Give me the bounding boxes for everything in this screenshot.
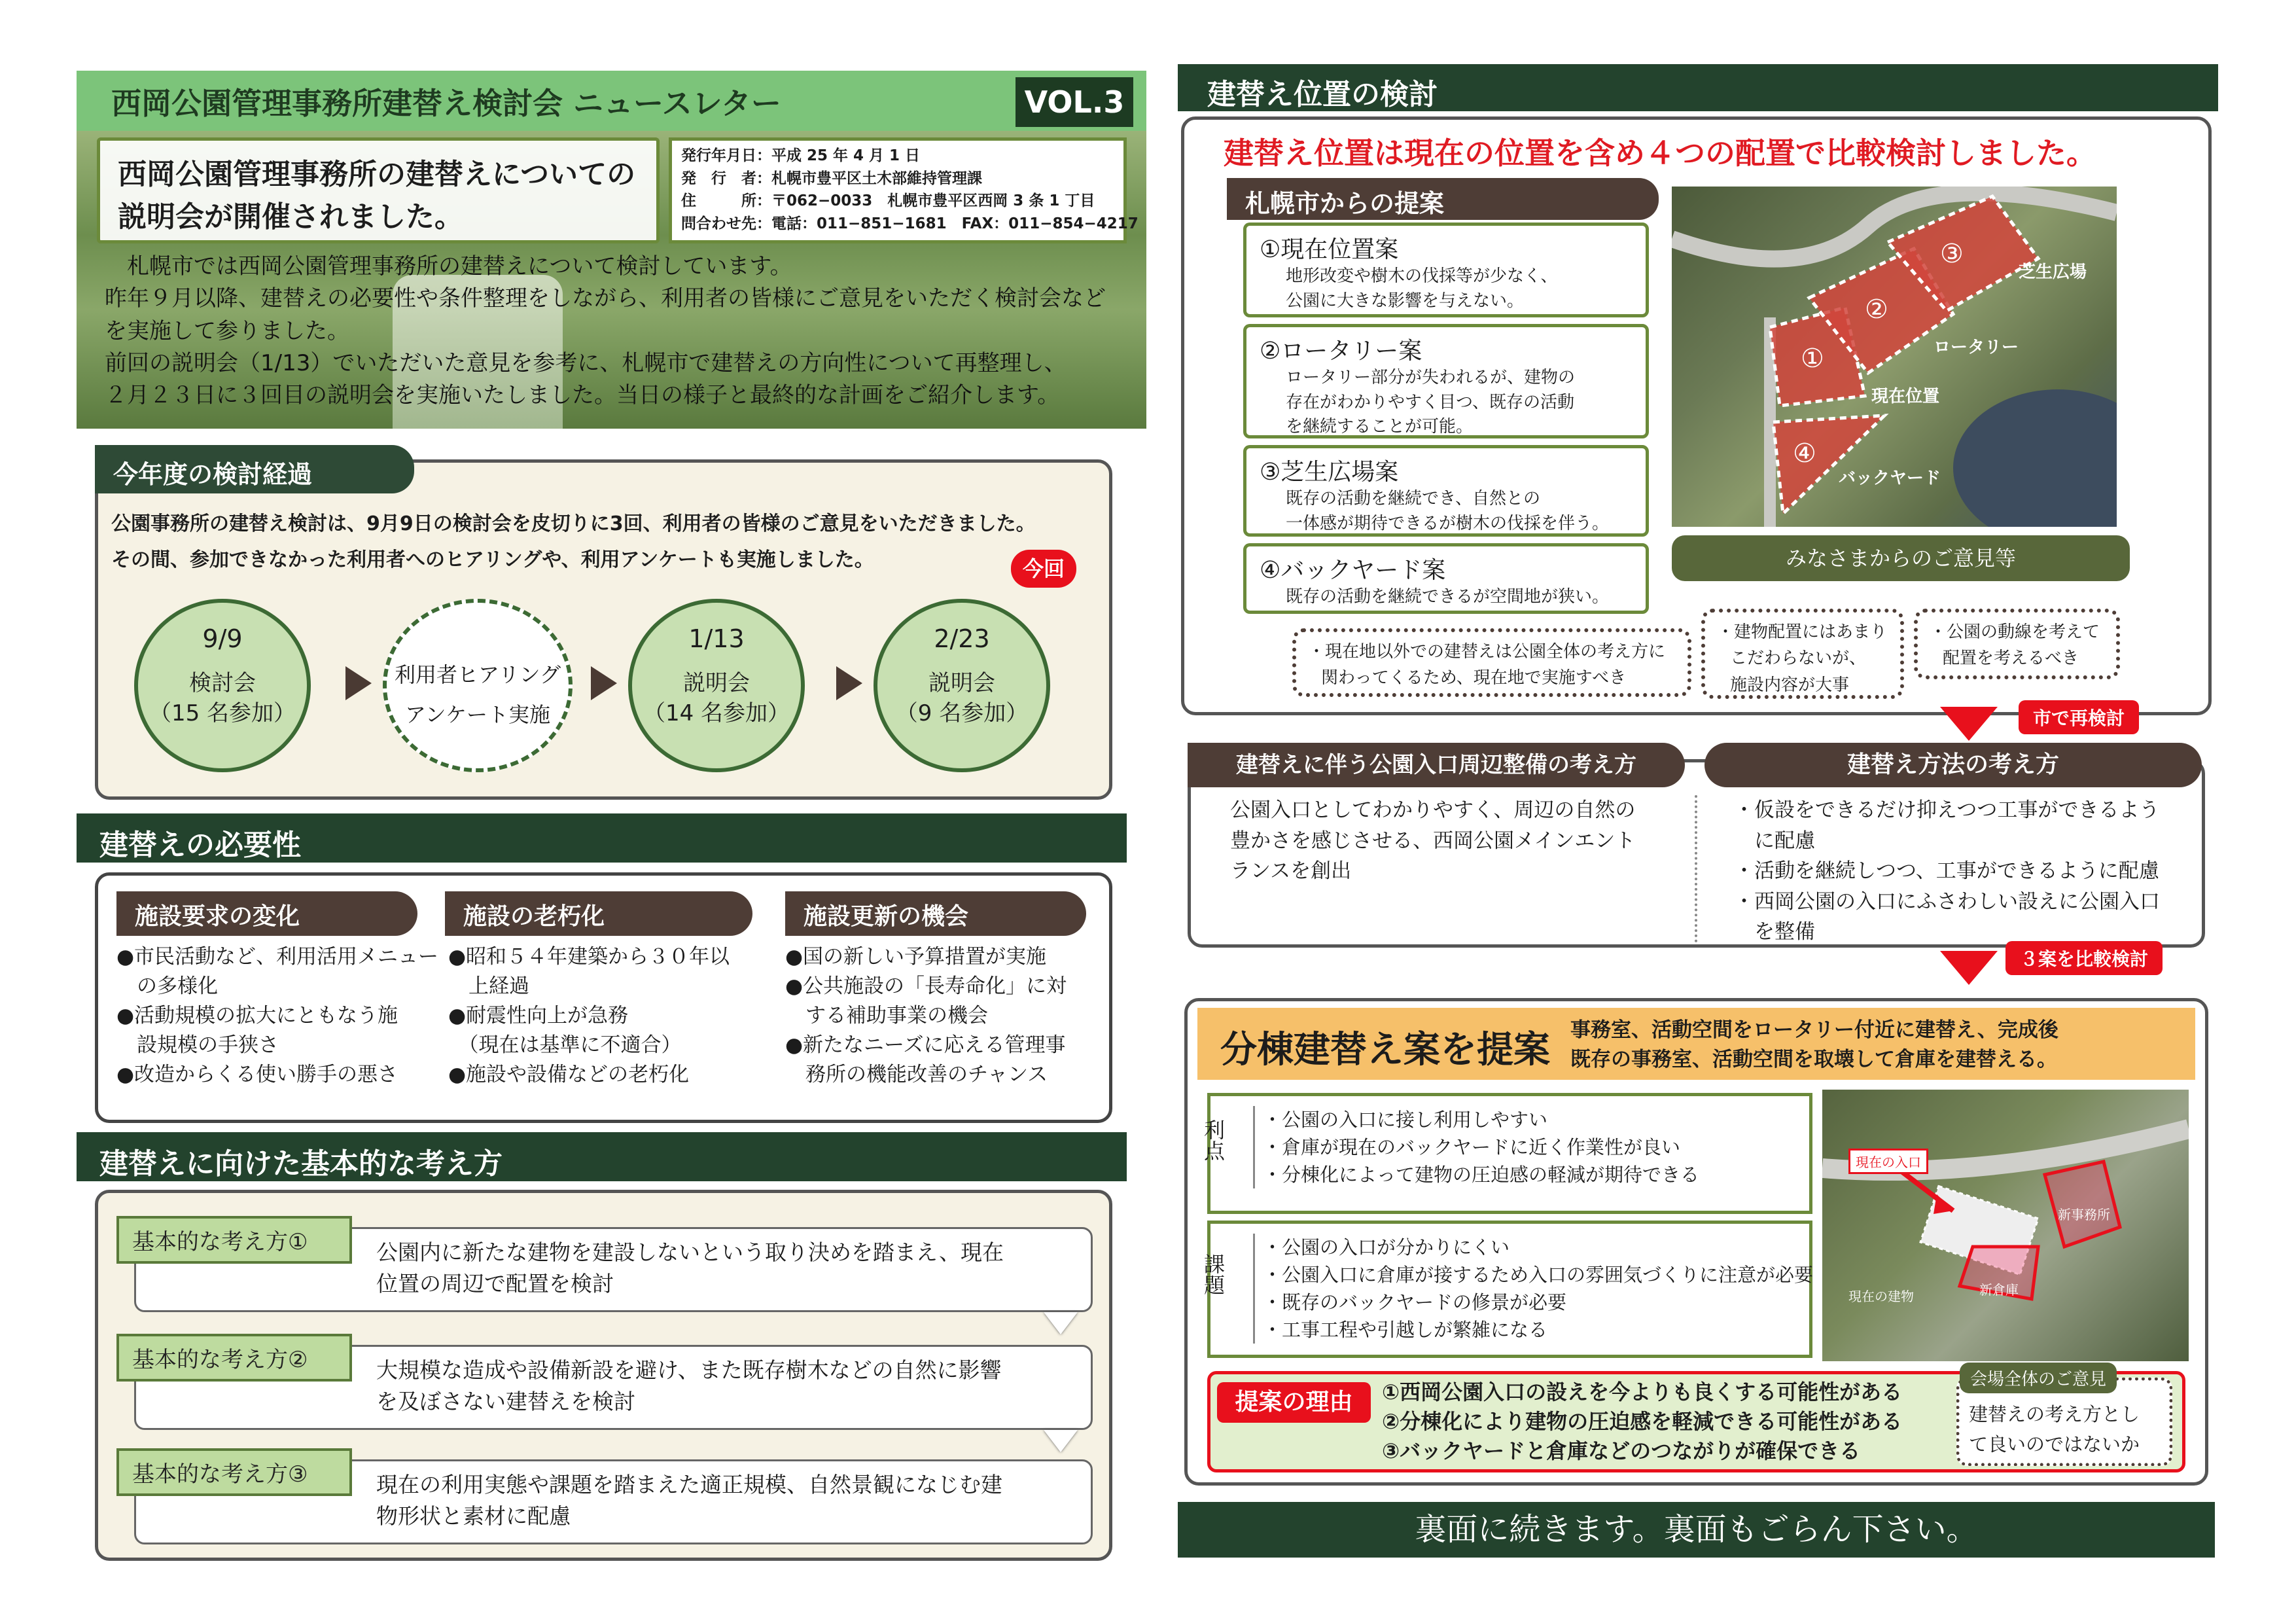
option-4-box	[1243, 543, 1649, 614]
step-arrow	[345, 666, 372, 700]
reason-list	[1382, 1378, 1902, 1465]
merit-item: ・公園の入口に接し利用しやすい	[1263, 1109, 1548, 1131]
plan-aerial-map	[1822, 1090, 2189, 1361]
option-1-box	[1243, 223, 1649, 317]
progress-text-1: 公園事務所の建替え検討は、9月9日の検討会を皮切りに3回、利用者の皆様のご意見をいただきました。	[111, 512, 1036, 535]
reason-item: ②分棟化により建物の圧迫感を軽減できる可能性がある	[1382, 1408, 1903, 1434]
step-count: （9 名参加）	[895, 700, 1029, 727]
necessity-item: ●昭和５４年建築から３０年以	[448, 945, 730, 969]
publisher-box	[669, 137, 1139, 243]
venue-opinion-label: 会場全体のご意見	[1960, 1363, 2117, 1393]
step-name: 説明会	[928, 670, 995, 697]
map-marker-4: ④	[1793, 438, 1816, 469]
necessity-col2-list	[448, 942, 730, 1090]
necessity-col2-title: 施設の老朽化	[445, 891, 752, 936]
opinion-1	[1292, 628, 1691, 697]
option-title: ③芝生広場案	[1260, 459, 1399, 486]
issue-label	[1214, 1253, 1240, 1295]
necessity-col3-list	[785, 942, 1067, 1090]
basic-text-line: 物形状と素材に配慮	[376, 1503, 571, 1529]
basic-down-arrow	[1044, 1430, 1078, 1452]
method-line: ・仮設をできるだけ抑えつつ工事ができるよう	[1734, 798, 2160, 822]
necessity-heading: 建替えの必要性	[77, 813, 1127, 863]
location-heading: 建替え位置の検討	[1178, 64, 2218, 111]
down-arrow-red	[1940, 707, 1998, 741]
opinion-text: ・建物配置にはあまり	[1717, 622, 1888, 642]
necessity-item: ●改造からくる使い勝手の悪さ	[116, 1062, 398, 1086]
merit-label	[1214, 1119, 1240, 1161]
lead-title-line1: 西岡公園管理事務所の建替えについての	[118, 158, 636, 191]
intro-line: 昨年９月以降、建替えの必要性や条件整理をしながら、利用者の皆様にご意見をいただく検討会など	[105, 285, 1106, 312]
method-line: ・活動を継続しつつ、工事ができるように配慮	[1734, 859, 2159, 883]
column-divider	[1695, 795, 1697, 942]
basic-text-2	[376, 1355, 1002, 1418]
basic-text-line: を及ぼさない建替えを検討	[376, 1388, 635, 1414]
map-label-current: 現在位置	[1871, 387, 1940, 406]
step-arrow	[836, 666, 862, 700]
basic-label-1: 基本的な考え方①	[116, 1216, 352, 1264]
method-line: ・西岡公園の入口にふさわしい設えに公園入口	[1734, 889, 2160, 914]
step-date: 2/23	[934, 624, 990, 653]
volume-badge: VOL.3	[1016, 77, 1133, 127]
option-desc: 地形改変や樹木の伐採等が少なく、	[1286, 266, 1558, 286]
lead-title-line2: 説明会が開催されました。	[118, 200, 463, 234]
entrance-text	[1230, 795, 1635, 887]
entrance-line: ランスを創出	[1230, 859, 1352, 883]
necessity-col1-list	[116, 942, 438, 1090]
necessity-item: ●公共施設の「長寿命化」に対	[785, 974, 1067, 998]
publisher-address: 住 所：〒062−0033 札幌市豊平区西岡 3 条 1 丁目	[681, 192, 1095, 209]
map-label-backyard: バックヤード	[1839, 469, 1941, 488]
step-circle-4	[874, 599, 1050, 772]
option-desc: 既存の活動を継続できるが空間地が狭い。	[1286, 587, 1610, 607]
step-circle-3	[628, 599, 805, 772]
basic-text-line: 現在の利用実態や課題を踏まえた適正規模、自然景観になじむ建	[376, 1472, 1002, 1497]
merit-item: ・倉庫が現在のバックヤードに近く作業性が良い	[1263, 1136, 1681, 1159]
intro-line: ２月２３日に３回目の説明会を実施いたしました。当日の様子と最終的な計画をご紹介します。	[105, 382, 1060, 409]
necessity-item: 上経過	[448, 974, 529, 998]
opinion-text: こだわらないが、	[1730, 649, 1867, 669]
basic-text-line: 位置の周辺で配置を検討	[376, 1270, 614, 1296]
intro-line: を実施して参りました。	[105, 317, 349, 344]
step-date: 9/9	[202, 624, 243, 653]
publish-date: 発行年月日：平成 25 年 4 月 1 日	[681, 147, 921, 164]
plan-desc-line: 既存の事務室、活動空間を取壊して倉庫を建替える。	[1570, 1047, 2057, 1071]
opinion-text: 施設内容が大事	[1730, 675, 1850, 695]
step-count: （15 名参加）	[149, 700, 296, 727]
map-marker-3: ③	[1940, 239, 1964, 269]
newsletter-title: 西岡公園管理事務所建替え検討会 ニュースレター	[111, 86, 781, 121]
plan-desc	[1570, 1016, 2058, 1075]
necessity-item: 務所の機能改善のチャンス	[785, 1062, 1048, 1086]
opinion-text: 配置を考えるべき	[1943, 649, 2079, 669]
publisher-contact: 問合わせ先：電話：011−851−1681 FAX：011−854−4217	[681, 215, 1139, 232]
necessity-item: ●施設や設備などの老朽化	[448, 1062, 690, 1086]
method-line: を整備	[1734, 920, 1815, 944]
step-name: 説明会	[683, 670, 750, 697]
venue-opinion-text: 建替えの考え方とし	[1969, 1403, 2140, 1425]
compare-tag: ３案を比較検討	[2005, 941, 2163, 975]
basic-label-2: 基本的な考え方②	[116, 1334, 352, 1382]
method-heading: 建替え方法の考え方	[1704, 743, 2202, 787]
opinion-3	[1914, 609, 2120, 679]
basic-text-3	[376, 1469, 1002, 1532]
down-arrow-red	[1940, 951, 1998, 985]
plan-map-overlay	[1822, 1090, 2189, 1361]
step-name: 利用者ヒアリング	[394, 662, 561, 687]
plan-map-office-label: 新事務所	[2058, 1207, 2110, 1222]
basic-label-3: 基本的な考え方③	[116, 1448, 352, 1496]
opinion-text: ・公園の動線を考えて	[1930, 622, 2100, 642]
current-badge: 今回	[1011, 550, 1076, 588]
plan-map-warehouse-label: 新倉庫	[1979, 1282, 2019, 1298]
step-circle-1	[134, 599, 311, 772]
necessity-item: する補助事業の機会	[785, 1003, 988, 1027]
necessity-item: ●耐震性向上が急務	[448, 1003, 629, 1027]
issue-item: ・既存のバックヤードの修景が必要	[1263, 1291, 1567, 1314]
step-count: アンケート実施	[404, 702, 551, 727]
plan-desc-line: 事務室、活動空間をロータリー付近に建替え、完成後	[1570, 1018, 2058, 1042]
issue-item: ・工事工程や引越しが繁雑になる	[1263, 1319, 1548, 1342]
proposal-tab: 札幌市からの提案	[1227, 178, 1659, 220]
entrance-line: 公園入口としてわかりやすく、周辺の自然の	[1230, 798, 1636, 822]
necessity-item: （現在は基準に不適合）	[448, 1033, 682, 1057]
option-desc: 一体感が期待できるが樹木の伐採を伴う。	[1286, 513, 1610, 533]
map-label-shibafu: 芝生広場	[2019, 262, 2087, 282]
issue-list	[1253, 1234, 1813, 1344]
issue-item: ・公園の入口が分かりにくい	[1263, 1236, 1510, 1258]
step-name: 検討会	[189, 670, 256, 697]
necessity-item: ●活動規模の拡大にともなう施	[116, 1003, 398, 1027]
step-circle-2	[383, 599, 573, 772]
option-desc: 公園に大きな影響を与えない。	[1286, 291, 1525, 311]
venue-opinion-text: て良いのではないか	[1969, 1433, 2140, 1456]
merit-list	[1253, 1106, 1699, 1188]
plan-map-entrance-label: 現在の入口	[1848, 1149, 1928, 1174]
option-2-box	[1243, 324, 1649, 438]
plan-map-current-label: 現在の建物	[1848, 1289, 1914, 1304]
necessity-item: ●新たなニーズに応える管理事	[785, 1033, 1066, 1057]
necessity-item: の多様化	[116, 974, 218, 998]
necessity-item: ●国の新しい予算措置が実施	[785, 945, 1047, 969]
intro-line: 札幌市では西岡公園管理事務所の建替えについて検討しています。	[127, 253, 792, 279]
intro-text	[105, 251, 1106, 412]
entrance-line: 豊かさを感じさせる、西岡公園メインエント	[1230, 829, 1636, 853]
location-headline: 建替え位置は現在の位置を含め４つの配置で比較検討しました。	[1224, 135, 2096, 171]
reason-label: 提案の理由	[1217, 1382, 1371, 1423]
reason-item: ③バックヤードと倉庫などのつながりが確保できる	[1382, 1438, 1861, 1463]
basic-text-line: 公園内に新たな建物を建設しないという取り決めを踏まえ、現在	[376, 1240, 1004, 1265]
option-desc: 既存の活動を継続でき、自然との	[1286, 489, 1540, 508]
step-date: 1/13	[688, 624, 745, 653]
reason-item: ①西岡公園入口の設えを今よりも良くする可能性がある	[1382, 1380, 1903, 1404]
necessity-col3-title: 施設更新の機会	[785, 891, 1086, 936]
entrance-heading: 建替えに伴う公園入口周辺整備の考え方	[1188, 743, 1685, 787]
opinions-title: みなさまからのご意見等	[1672, 535, 2130, 581]
plan-title: 分棟建替え案を提案	[1220, 1029, 1550, 1071]
opinion-text: 関わってくるため、現在地で実施すべき	[1321, 668, 1627, 688]
step-count: （14 名参加）	[643, 700, 790, 727]
basic-text-line: 大規模な造成や設備新設を避け、また既存樹木などの自然に影響	[376, 1357, 1002, 1383]
necessity-col1-title: 施設要求の変化	[116, 891, 417, 936]
map-label-rotary: ロータリー	[1934, 338, 2019, 357]
map-marker-2: ②	[1865, 294, 1888, 325]
method-line: に配慮	[1734, 829, 1815, 853]
option-desc: 存在がわかりやすく目つ、既存の活動	[1286, 392, 1574, 412]
publisher-name: 発 行 者：札幌市豊平区土木部維持管理課	[681, 169, 982, 187]
merit-item: ・分棟化によって建物の圧迫感の軽減が期待できる	[1263, 1164, 1700, 1186]
option-title: ①現在位置案	[1260, 236, 1399, 263]
basic-heading: 建替えに向けた基本的な考え方	[77, 1132, 1127, 1181]
option-title: ④バックヤード案	[1260, 557, 1446, 584]
recheck-tag: 市で再検討	[2019, 700, 2139, 734]
opinion-text: ・現在地以外での建替えは公園全体の考え方に	[1308, 642, 1666, 662]
opinion-2	[1701, 609, 1904, 699]
necessity-item: ●市民活動など、利用活用メニュー	[116, 945, 439, 969]
intro-line: 前回の説明会（1/13）でいただいた意見を参考に、札幌市で建替えの方向性について再整理し、	[105, 349, 1067, 376]
option-desc: を継続することが可能。	[1286, 417, 1474, 437]
issue-item: ・公園入口に倉庫が接するため入口の雰囲気づくりに注意が必要	[1263, 1264, 1814, 1287]
step-arrow	[591, 666, 617, 700]
option-3-box	[1243, 445, 1649, 537]
map-marker-1: ①	[1801, 344, 1824, 374]
progress-text-2: その間、参加できなかった利用者へのヒアリングや、利用アンケートも実施しました。	[111, 548, 874, 571]
option-title: ②ロータリー案	[1260, 338, 1422, 365]
method-text	[1734, 795, 2160, 948]
basic-down-arrow	[1044, 1312, 1078, 1334]
basic-text-1	[376, 1237, 1004, 1300]
necessity-item: 設規模の手狭さ	[116, 1033, 279, 1057]
option-desc: ロータリー部分が失われるが、建物の	[1286, 368, 1576, 387]
progress-heading: 今年度の検討経過	[95, 445, 414, 493]
footer-banner: 裏面に続きます。裏面もごらん下さい。	[1178, 1502, 2215, 1558]
